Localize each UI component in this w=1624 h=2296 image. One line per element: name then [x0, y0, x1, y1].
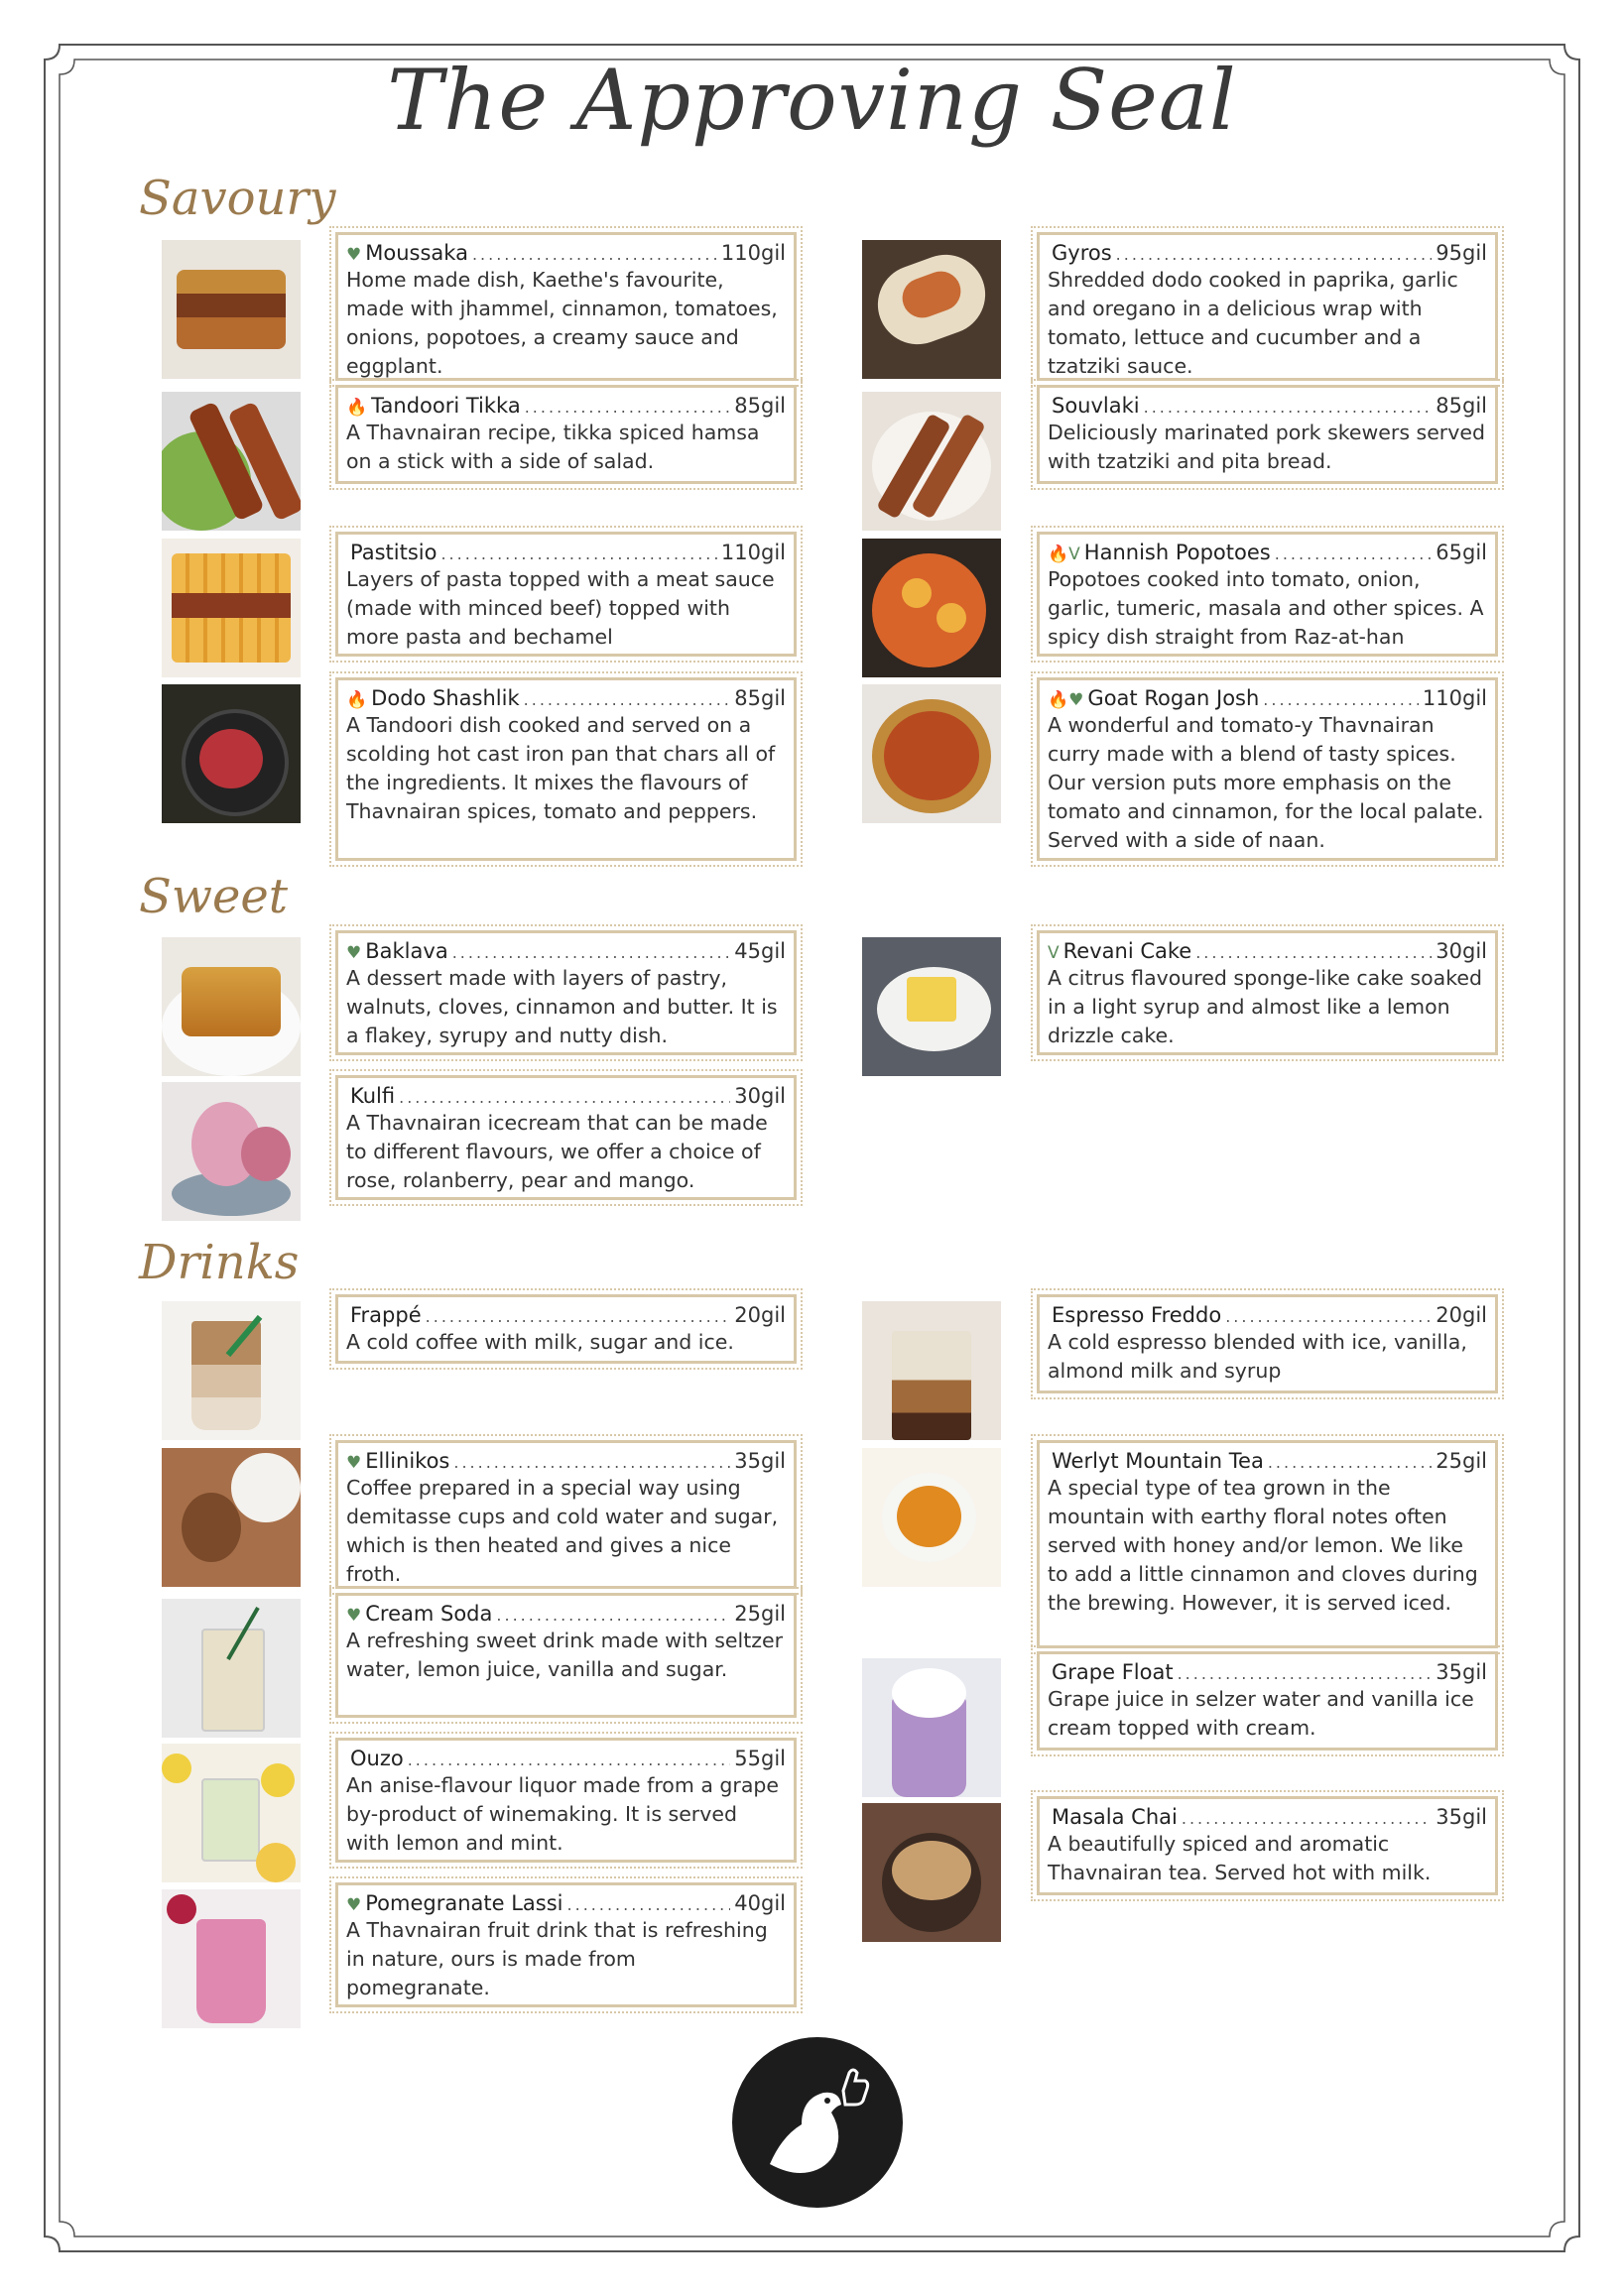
item-price: 65gil: [1436, 541, 1487, 564]
item-name: Gyros: [1052, 241, 1112, 265]
menu-item-hannish-popotoes[interactable]: [1037, 532, 1498, 657]
leader-dots: [525, 398, 731, 417]
leader-dots: [1182, 1809, 1432, 1828]
menu-item-masala-chai[interactable]: [1037, 1796, 1498, 1895]
leader-dots: [408, 1751, 731, 1769]
leader-dots: [1275, 544, 1433, 563]
item-price: 85gil: [734, 394, 786, 418]
item-price: 30gil: [734, 1084, 786, 1108]
item-price: 25gil: [734, 1602, 786, 1626]
leader-dots: [567, 1895, 731, 1914]
item-name: Souvlaki: [1052, 394, 1140, 418]
item-price: 85gil: [734, 686, 786, 710]
item-price: 25gil: [1436, 1449, 1487, 1473]
restaurant-title: The Approving Seal: [387, 52, 1237, 149]
masala-chai-photo: [862, 1803, 1001, 1942]
item-name: Revani Cake: [1062, 939, 1192, 963]
item-description: A citrus flavoured sponge-like cake soaked in a light syrup and almost like a lemon drizzle cake.: [1048, 966, 1482, 1047]
item-name: Goat Rogan Josh: [1087, 686, 1260, 710]
item-description: A refreshing sweet drink made with seltzer water, lemon juice, vanilla and sugar.: [346, 1629, 784, 1681]
item-price: 30gil: [1436, 939, 1487, 963]
item-price: 110gil: [720, 241, 786, 265]
spicy-heart-icon: 🔥♥: [1048, 690, 1084, 710]
item-price: 95gil: [1436, 241, 1487, 265]
menu-item-ouzo[interactable]: [335, 1738, 797, 1863]
item-description: A Tandoori dish cooked and served on a scolding hot cast iron pan that chars all of the ingredients. It mixes the flavours of Thavnairan spices, tomato and peppers.: [346, 713, 776, 823]
leader-dots: [453, 1453, 730, 1472]
item-description: Deliciously marinated pork skewers served with tzatziki and pita bread.: [1048, 421, 1485, 473]
menu-item-cream-soda[interactable]: [335, 1593, 797, 1718]
moussaka-photo: [162, 240, 301, 379]
heart-icon: ♥: [346, 1895, 362, 1915]
pastitsio-photo: [162, 539, 301, 677]
vegan-icon: V: [1048, 943, 1060, 963]
item-description: Home made dish, Kaethe's favourite, made with jhammel, cinnamon, tomatoes, onions, popotoes, a creamy sauce and eggplant.: [346, 268, 778, 378]
menu-item-baklava[interactable]: [335, 930, 797, 1055]
heart-icon: ♥: [346, 1606, 362, 1626]
item-price: 40gil: [734, 1891, 786, 1915]
menu-item-frappe[interactable]: [335, 1294, 797, 1364]
spicy-flame-icon: 🔥: [346, 690, 368, 710]
item-name: Masala Chai: [1052, 1805, 1178, 1829]
menu-item-revani-cake[interactable]: [1037, 930, 1498, 1055]
leader-dots: [1144, 398, 1433, 417]
item-description: Grape juice in selzer water and vanilla ice cream topped with cream.: [1048, 1687, 1474, 1740]
menu-item-tandoori-tikka[interactable]: [335, 385, 797, 484]
menu-item-pomegranate-lassi[interactable]: [335, 1882, 797, 2007]
leader-dots: [452, 943, 731, 962]
leader-dots: [1116, 245, 1433, 264]
leader-dots: [1225, 1307, 1432, 1326]
menu-item-gyros[interactable]: [1037, 232, 1498, 381]
item-description: A Thavnairan fruit drink that is refreshing in nature, ours is made from pomegranate.: [346, 1918, 768, 1999]
item-name: Pastitsio: [350, 541, 437, 564]
tandoori-tikka-photo: [162, 392, 301, 531]
revani-cake-photo: [862, 937, 1001, 1076]
seal-thumbs-up-icon: [732, 2037, 903, 2208]
item-name: Cream Soda: [365, 1602, 493, 1626]
leader-dots: [1263, 690, 1419, 709]
menu-item-werlyt-mountain-tea[interactable]: [1037, 1440, 1498, 1648]
item-description: Layers of pasta topped with a meat sauce (made with minced beef) topped with more pasta and bechamel: [346, 567, 775, 649]
item-price: 110gil: [1422, 686, 1487, 710]
leader-dots: [472, 245, 717, 264]
menu-item-pastitsio[interactable]: [335, 532, 797, 657]
leader-dots: [1268, 1453, 1432, 1472]
ouzo-photo: [162, 1744, 301, 1882]
item-price: 110gil: [720, 541, 786, 564]
item-name: Dodo Shashlik: [371, 686, 520, 710]
cream-soda-photo: [162, 1599, 301, 1738]
heart-icon: ♥: [346, 1453, 362, 1473]
menu-item-goat-rogan-josh[interactable]: [1037, 677, 1498, 861]
seal-logo: [732, 2037, 903, 2208]
menu-item-souvlaki[interactable]: [1037, 385, 1498, 484]
dodo-shashlik-photo: [162, 684, 301, 823]
menu-item-espresso-freddo[interactable]: [1037, 1294, 1498, 1393]
kulfi-photo: [162, 1082, 301, 1221]
item-name: Baklava: [365, 939, 448, 963]
item-name: Frappé: [350, 1303, 422, 1327]
goat-rogan-josh-photo: [862, 684, 1001, 823]
item-name: Espresso Freddo: [1052, 1303, 1222, 1327]
leader-dots: [426, 1307, 731, 1326]
item-description: Shredded dodo cooked in paprika, garlic and oregano in a delicious wrap with tomato, lettuce and cucumber and a tzatziki sauce.: [1048, 268, 1458, 378]
item-name: Pomegranate Lassi: [365, 1891, 563, 1915]
item-name: Werlyt Mountain Tea: [1052, 1449, 1264, 1473]
section-title-savoury: Savoury: [139, 171, 336, 226]
item-description: A cold espresso blended with ice, vanilla, almond milk and syrup: [1048, 1330, 1467, 1383]
item-description: A beautifully spiced and aromatic Thavnairan tea. Served hot with milk.: [1048, 1832, 1432, 1884]
menu-item-grape-float[interactable]: [1037, 1651, 1498, 1751]
item-name: Moussaka: [365, 241, 468, 265]
item-description: An anise-flavour liquor made from a grape by-product of winemaking. It is served with lemon and mint.: [346, 1773, 780, 1855]
frappe-photo: [162, 1301, 301, 1440]
baklava-photo: [162, 937, 301, 1076]
item-name: Hannish Popotoes: [1083, 541, 1271, 564]
grape-float-photo: [862, 1658, 1001, 1797]
item-price: 85gil: [1436, 394, 1487, 418]
item-price: 55gil: [734, 1747, 786, 1770]
hannish-popotoes-photo: [862, 539, 1001, 677]
item-price: 20gil: [1436, 1303, 1487, 1327]
item-price: 35gil: [1436, 1660, 1487, 1684]
section-title-sweet: Sweet: [139, 869, 289, 924]
item-name: Grape Float: [1052, 1660, 1174, 1684]
leader-dots: [399, 1088, 730, 1107]
vegetarian-heart-icon: ♥: [346, 245, 362, 265]
item-description: A Thavnairan icecream that can be made to different flavours, we offer a choice of rose, rolanberry, pear and mango.: [346, 1111, 768, 1192]
leader-dots: [1178, 1664, 1433, 1683]
pomegranate-lassi-photo: [162, 1889, 301, 2028]
item-description: A dessert made with layers of pastry, walnuts, cloves, cinnamon and butter. It is a flakey, syrupy and nutty dish.: [346, 966, 778, 1047]
item-price: 35gil: [1436, 1805, 1487, 1829]
section-title-drinks: Drinks: [139, 1235, 300, 1290]
item-price: 20gil: [734, 1303, 786, 1327]
leader-dots: [1195, 943, 1432, 962]
item-description: A wonderful and tomato-y Thavnairan curry made with a blend of tasty spices. Our version puts more emphasis on the tomato and cinnamon, for the local palate. Served with a side of naan.: [1048, 713, 1484, 852]
item-description: A special type of tea grown in the mountain with earthy floral notes often served with honey and/or lemon. We like to add a little cinnamon and cloves during the brewing. However, it is served iced.: [1048, 1476, 1478, 1615]
menu-item-dodo-shashlik[interactable]: [335, 677, 797, 861]
menu-item-ellinikos[interactable]: [335, 1440, 797, 1589]
item-name: Ellinikos: [365, 1449, 450, 1473]
gyros-photo: [862, 240, 1001, 379]
leader-dots: [524, 690, 731, 709]
leader-dots: [440, 544, 716, 563]
leader-dots: [496, 1606, 730, 1625]
item-name: Tandoori Tikka: [371, 394, 521, 418]
souvlaki-photo: [862, 392, 1001, 531]
heart-icon: ♥: [346, 943, 362, 963]
menu-item-moussaka[interactable]: [335, 232, 797, 381]
item-description: A Thavnairan recipe, tikka spiced hamsa on a stick with a side of salad.: [346, 421, 760, 473]
item-price: 35gil: [734, 1449, 786, 1473]
item-description: A cold coffee with milk, sugar and ice.: [346, 1330, 734, 1354]
espresso-freddo-photo: [862, 1301, 1001, 1440]
item-description: Coffee prepared in a special way using demitasse cups and cold water and sugar, which is then heated and gives a nice froth.: [346, 1476, 779, 1586]
spicy-vegan-icon: 🔥V: [1048, 544, 1080, 564]
werlyt-tea-photo: [862, 1448, 1001, 1587]
item-price: 45gil: [734, 939, 786, 963]
spicy-flame-icon: 🔥: [346, 398, 368, 418]
ellinikos-photo: [162, 1448, 301, 1587]
item-name: Ouzo: [350, 1747, 404, 1770]
menu-item-kulfi[interactable]: [335, 1075, 797, 1200]
item-name: Kulfi: [350, 1084, 396, 1108]
item-description: Popotoes cooked into tomato, onion, garlic, tumeric, masala and other spices. A spicy dish straight from Raz-at-han: [1048, 567, 1484, 649]
